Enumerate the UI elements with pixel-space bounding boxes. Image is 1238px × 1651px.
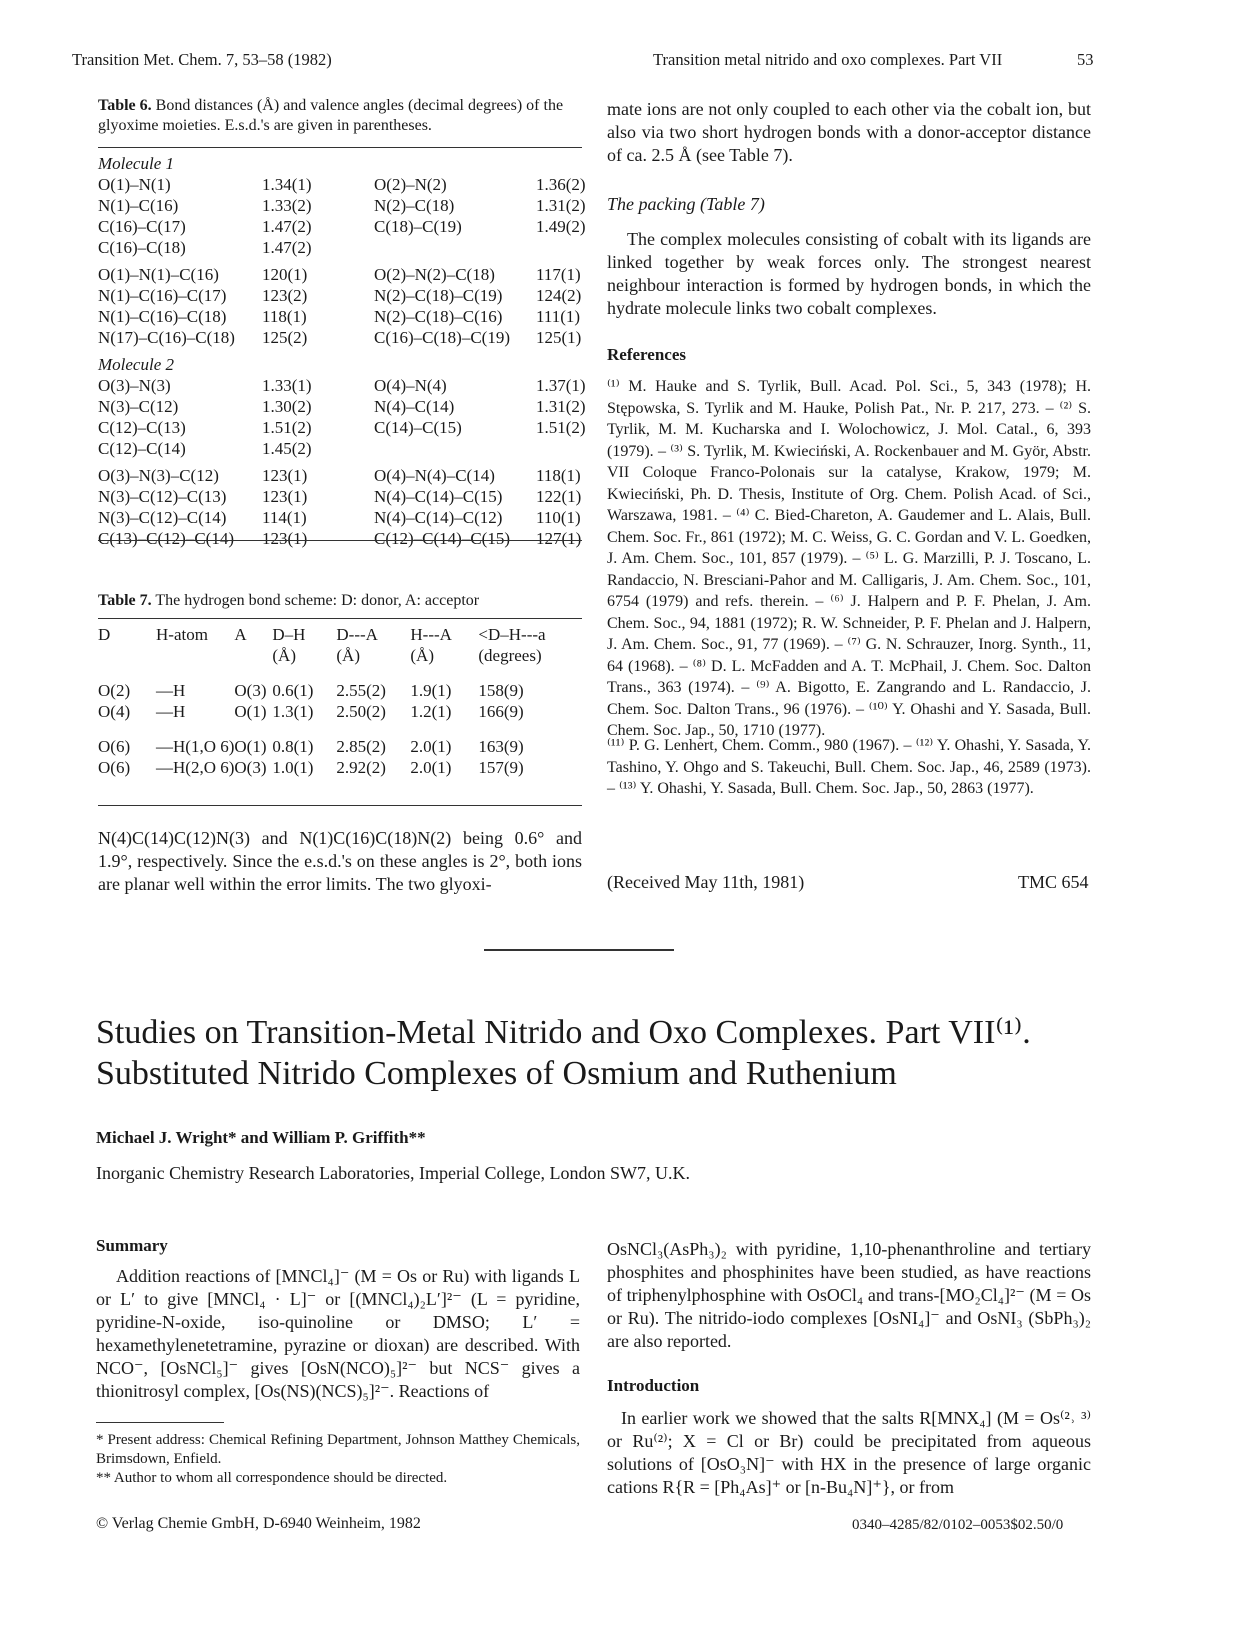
table6-row [98, 376, 596, 397]
table6-caption [98, 96, 582, 136]
right-top-text: mate ions are not only coupled to each other via the cobalt ion, but also via two short hydrogen bonds with a donor-acceptor distance of ca. 2.5 Å (see Table 7). [607, 99, 1091, 165]
table7-row [98, 667, 578, 702]
table6-cell: 1.31(2) [536, 397, 586, 416]
table6-cell: C(18)–C(19) [374, 217, 462, 236]
table6-row [98, 217, 596, 238]
table7-row-cell: O(1) [234, 737, 267, 756]
molecule1-label-row [98, 154, 596, 175]
table7-row-cell: 1.2(1) [410, 702, 452, 721]
table6-cell: O(2)–N(2)–C(18) [374, 265, 495, 284]
footer-copyright: © Verlag Chemie GmbH, D-6940 Weinheim, 1982 [96, 1515, 421, 1532]
table7-row-cell: 2.85(2) [336, 737, 386, 756]
footer-code: 0340–4285/82/0102–0053$02.50/0 [852, 1517, 1064, 1533]
table6-cell: 120(1) [262, 265, 308, 284]
left-continuation-paragraph: N(4)C(14)C(12)N(3) and N(1)C(16)C(18)N(2) being 0.6° and 1.9°, respectively. Since the e.s.d.'s on these angles is 2°, both ions are planar well within the error limits. The two glyoxi- [98, 828, 582, 894]
table6-cell: N(3)–C(12) [98, 397, 179, 416]
table6-cell [374, 238, 536, 259]
table7-row-cell: —H [156, 702, 186, 721]
table6-grid [98, 154, 596, 550]
table6-cell: 1.49(2) [536, 217, 586, 236]
table6-row [98, 508, 596, 529]
table6-cell: C(16)–C(18)–C(19) [374, 328, 510, 347]
table6-row [98, 397, 596, 418]
table6-cell: O(4)–N(4)–C(14) [374, 466, 495, 485]
table7-row-cell: 163(9) [478, 737, 524, 756]
table6-cell: O(3)–N(3) [98, 376, 171, 395]
table6-cell: 125(1) [536, 328, 582, 347]
table7-units-row-cell: (degrees) [478, 646, 542, 665]
table6-row [98, 418, 596, 439]
packing-heading: The packing (Table 7) [607, 194, 765, 214]
table6-cell: 1.33(2) [262, 196, 312, 215]
table6-row [98, 196, 596, 217]
table7-body [98, 625, 578, 779]
table6-cell: 1.51(2) [262, 418, 312, 437]
table6-cell: C(16)–C(18) [98, 238, 186, 257]
table6-cell: 123(1) [262, 466, 308, 485]
table6-cell: 1.47(2) [262, 238, 312, 257]
table7-units-row-cell: (Å) [336, 646, 360, 665]
running-header-journal: Transition Met. Chem. 7, 53–58 (1982) [72, 50, 332, 69]
table6-cell [536, 238, 596, 259]
table7-row-cell: O(6) [98, 758, 131, 777]
table6-cell: N(1)–C(16)–C(18) [98, 307, 227, 326]
table7-header-row-cell: H-atom [156, 625, 208, 644]
table6-cell: 123(1) [262, 529, 308, 548]
table6-row [98, 286, 596, 307]
table6-cell: N(4)–C(14) [374, 397, 455, 416]
table6-cell: 1.34(1) [262, 175, 312, 194]
table6-cell: C(12)–C(14) [98, 439, 186, 458]
introduction-paragraph: In earlier work we showed that the salts R[MNX₄] (M = Os⁽²˒ ³⁾ or Ru⁽²⁾; X = Cl or Br) could be precipitated from aqueous solutions of [OsO₃N]⁻ with HX in the presence of large organic cations R{R = [Ph₄As]⁺ or [n-Bu₄N]⁺}, or from [607, 1408, 1091, 1497]
table6-cell: 110(1) [536, 508, 581, 527]
table7-top-rule [98, 618, 582, 619]
table6-cell: 1.33(1) [262, 376, 312, 395]
table6-cell: O(2)–N(2) [374, 175, 447, 194]
table6-cell: 1.30(2) [262, 397, 312, 416]
table7-row-cell: —H [156, 681, 186, 700]
table7-row-cell: 2.0(1) [410, 758, 452, 777]
table6-cell [536, 439, 596, 460]
table7-header-row-cell: H---A [410, 625, 452, 644]
table7-row-cell: —H(1,O 6) [156, 737, 235, 756]
table6-cell: N(17)–C(16)–C(18) [98, 328, 235, 347]
table7-row-cell: O(3) [234, 758, 267, 777]
table7-row-cell: O(6) [98, 737, 131, 756]
table7-bottom-rule [98, 805, 582, 806]
right-top-paragraph [607, 98, 1091, 167]
introduction-heading: Introduction [607, 1376, 700, 1395]
summary-left: Addition reactions of [MNCl₄]⁻ (M = Os or Ru) with ligands L or L′ to give [MNCl₄ · L]⁻ or [(MNCl₄)₂L′]²⁻ (L = pyridine, pyridine-N-oxide, iso-quinoline or DMSO; L′ = hexamethylenetetramine, pyrazine or dioxan) are described. With NCO⁻, [OsNCl₅]⁻ gives [OsN(NCO)₅]²⁻ but NCS⁻ gives a thionitrosyl complex, [Os(NS)(NCS)₅]²⁻. Reactions of [96, 1266, 580, 1401]
summary-right: OsNCl₃(AsPh₃)₂ with pyridine, 1,10-phenanthroline and tertiary phosphites and phosphinites have been studied, as have reactions of triphenylphosphine with OsOCl₄ and trans-[MO₂Cl₄]²⁻ (M = Os or Ru). The nitrido-iodo complexes [OsNI₄]⁻ and OsNI₃ (SbPh₃)₂ are also reported. [607, 1239, 1091, 1351]
table7-header-row-cell: <D–H---a [478, 625, 546, 644]
table6 [98, 154, 596, 550]
molecule2-label: Molecule 2 [98, 355, 174, 374]
received-date: (Received May 11th, 1981) [607, 872, 805, 892]
table6-cell: 123(2) [262, 286, 308, 305]
table7-caption-text: The hydrogen bond scheme: D: donor, A: acceptor [155, 592, 480, 609]
table7-units-row-cell: (Å) [410, 646, 434, 665]
summary-heading: Summary [96, 1236, 168, 1255]
table7-row-cell: 157(9) [478, 758, 524, 777]
table6-cell: 1.45(2) [262, 439, 312, 458]
molecule1-label: Molecule 1 [98, 154, 174, 173]
table7-units-row-cell [156, 646, 234, 667]
table7-units-row-cell [234, 646, 272, 667]
table7-row [98, 702, 578, 723]
table6-row [98, 175, 596, 196]
table6-caption-text: Bond distances (Å) and valence angles (decimal degrees) of the glyoxime moieties. E.s.d.'s are given in parentheses. [98, 97, 564, 134]
page-number: 53 [1077, 50, 1094, 69]
table6-cell: 1.36(2) [536, 175, 586, 194]
table6-row [98, 307, 596, 328]
article-title-line1: Studies on Transition-Metal Nitrido and Oxo Complexes. Part VII⁽¹⁾. [96, 1014, 1031, 1051]
table7-row-cell: 2.55(2) [336, 681, 386, 700]
table6-cell: 117(1) [536, 265, 581, 284]
table6-cell: 122(1) [536, 487, 582, 506]
table6-cell: C(16)–C(17) [98, 217, 186, 236]
table6-cell: N(3)–C(12)–C(14) [98, 508, 227, 527]
table6-cell: 1.37(1) [536, 376, 586, 395]
table7-row-cell: 0.8(1) [272, 737, 314, 756]
table7-row-cell: 166(9) [478, 702, 524, 721]
table6-cell: N(1)–C(16) [98, 196, 179, 215]
table7-header-row [98, 625, 578, 646]
table6-cell: 127(1) [536, 529, 582, 548]
table6-cell: 125(2) [262, 328, 308, 347]
table6-cell: N(3)–C(12)–C(13) [98, 487, 227, 506]
table7-units-row-cell [98, 646, 156, 667]
table7-row-cell: 2.92(2) [336, 758, 386, 777]
table6-cell: N(4)–C(14)–C(12) [374, 508, 503, 527]
references-heading: References [607, 345, 686, 364]
table6-cell: 118(1) [262, 307, 307, 326]
table7-caption-label: Table 7. [98, 592, 152, 609]
table6-cell: N(2)–C(18)–C(16) [374, 307, 503, 326]
article-affiliation: Inorganic Chemistry Research Laboratories, Imperial College, London SW7, U.K. [96, 1163, 691, 1183]
references-list-1: ⁽¹⁾ M. Hauke and S. Tyrlik, Bull. Acad. Pol. Sci., 5, 343 (1978); H. Stępowska, S. Tyrlik and M. Hauke, Polish Pat., Nr. P. 217, 273. – ⁽²⁾ S. Tyrlik, M. M. Kucharska and I. Wolochowicz, J. Mol. Catal., 6, 393 (1979). – ⁽³⁾ S. Tyrlik, M. Kwieciński, A. Rockenbauer and M. Györ, Abstr. VII Coloque Franco-Polonais sur la catalyse, Krakow, 1979; M. Kwieciński, Ph. D. Thesis, Institute of Org. Chem. Polish Acad. of Sci., Warszawa, 1981. – ⁽⁴⁾ C. Bied-Chareton, A. Gaudemer and L. Alais, Bull. Chem. Soc. Fr., 861 (1972); M. C. Weiss, G. C. Gordan and V. L. Goedken, J. Am. Chem. Soc., 101, 857 (1979). – ⁽⁵⁾ L. G. Marzilli, P. J. Toscano, L. Randaccio, N. Bresciani-Pahor and M. Calligaris, J. Am. Chem. Soc., 101, 6754 (1979) and refs. therein. – ⁽⁶⁾ J. Halpern and P. F. Phelan, J. Am. Chem. Soc., 94, 1881 (1972); R. W. Schneider, P. F. Phelan and J. Halpern, J. Am. Chem. Soc., 91, 77 (1969). – ⁽⁷⁾ G. N. Schrauzer, Inorg. Synth., 11, 64 (1968). – ⁽⁸⁾ D. L. McFadden and A. T. McPhail, J. Chem. Soc. Dalton Trans., 363 (1974). – ⁽⁹⁾ A. Bigotto, E. Zangrando and L. Randaccio, J. Chem. Soc. Dalton Trans., 96 (1976). – ⁽¹⁰⁾ Y. Ohashi and Y. Sasada, Bull. Chem. Soc. Jap., 50, 1710 (1977). [607, 378, 1091, 739]
article-separator [484, 949, 674, 951]
table7-grid [98, 625, 578, 779]
table7-caption [98, 591, 582, 611]
table7-row-cell: 0.6(1) [272, 681, 314, 700]
table6-row [98, 439, 596, 460]
table6-cell: N(4)–C(14)–C(15) [374, 487, 503, 506]
table6-row [98, 328, 596, 349]
table7 [98, 625, 578, 779]
table6-cell: O(3)–N(3)–C(12) [98, 466, 219, 485]
table6-cell: C(12)–C(13) [98, 418, 186, 437]
table6-cell: O(1)–N(1) [98, 175, 171, 194]
table7-row-cell: O(3) [234, 681, 267, 700]
table7-units-row-cell: (Å) [272, 646, 296, 665]
table6-cell: 111(1) [536, 307, 581, 326]
table7-header-row-cell: D–H [272, 625, 306, 644]
table7-row-cell: 158(9) [478, 681, 524, 700]
table7-row-cell: 2.0(1) [410, 737, 452, 756]
running-header-title: Transition metal nitrido and oxo complexes. Part VII [653, 50, 1003, 69]
table6-cell: O(4)–N(4) [374, 376, 447, 395]
table7-row-cell: O(1) [234, 702, 267, 721]
molecule2-label-row [98, 349, 596, 376]
table7-header-row-cell: A [234, 625, 247, 644]
table6-cell: 1.51(2) [536, 418, 586, 437]
table6-cell: 118(1) [536, 466, 581, 485]
table6-body [98, 154, 596, 550]
footnote-1: * Present address: Chemical Refining Department, Johnson Matthey Chemicals, Brimsdown, Enfield. [96, 1432, 580, 1467]
table7-header-row-cell: D---A [336, 625, 378, 644]
table6-row [98, 238, 596, 259]
table7-row-cell: O(2) [98, 681, 131, 700]
table7-row-cell: —H(2,O 6) [156, 758, 235, 777]
table7-row [98, 723, 578, 758]
article-title [96, 1012, 1156, 1094]
table6-cell: 124(2) [536, 286, 582, 305]
table6-cell: O(1)–N(1)–C(16) [98, 265, 219, 284]
table6-cell: C(14)–C(15) [374, 418, 462, 437]
table6-bottom-rule [98, 540, 582, 541]
table7-row-cell: O(4) [98, 702, 131, 721]
table6-row [98, 487, 596, 508]
table6-cell: 1.31(2) [536, 196, 586, 215]
table7-row-cell: 1.3(1) [272, 702, 314, 721]
table6-cell: N(1)–C(16)–C(17) [98, 286, 227, 305]
table6-row [98, 259, 596, 286]
article-authors: Michael J. Wright* and William P. Griffith** [96, 1128, 426, 1147]
table7-header-row-cell: D [98, 625, 111, 644]
tmc-code: TMC 654 [1018, 872, 1089, 892]
table6-cell: N(2)–C(18) [374, 196, 455, 215]
table7-row-cell: 1.0(1) [272, 758, 314, 777]
article-title-line2: Substituted Nitrido Complexes of Osmium and Ruthenium [96, 1055, 897, 1092]
table6-cell [374, 439, 536, 460]
table7-units-row [98, 646, 578, 667]
table7-row [98, 758, 578, 779]
table6-row [98, 460, 596, 487]
table6-caption-label: Table 6. [98, 97, 152, 114]
footnote-rule [96, 1422, 224, 1423]
table7-row-cell: 1.9(1) [410, 681, 452, 700]
table6-cell: 123(1) [262, 487, 308, 506]
footnote-2: ** Author to whom all correspondence should be directed. [96, 1470, 448, 1486]
table6-cell: 1.47(2) [262, 217, 312, 236]
table6-cell: C(13)–C(12)–C(14) [98, 529, 234, 548]
table6-cell: C(12)–C(14)–C(15) [374, 529, 510, 548]
table7-row-cell: 2.50(2) [336, 702, 386, 721]
references-list-2: ⁽¹¹⁾ P. G. Lenhert, Chem. Comm., 980 (1967). – ⁽¹²⁾ Y. Ohashi, Y. Sasada, Y. Tashino, Y. Ohgo and S. Takeuchi, Bull. Chem. Soc. Jap., 46, 2589 (1973). – ⁽¹³⁾ Y. Ohashi, Y. Sasada, Bull. Chem. Soc. Jap., 50, 2863 (1977). [607, 737, 1091, 797]
table6-cell: N(2)–C(18)–C(19) [374, 286, 503, 305]
table6-top-rule [98, 147, 582, 148]
table6-cell: 114(1) [262, 508, 307, 527]
packing-paragraph: The complex molecules consisting of cobalt with its ligands are linked together by weak forces only. The strongest nearest neighbour interaction is formed by hydrogen bonds, in which the hydrate molecule links two cobalt complexes. [607, 229, 1091, 318]
